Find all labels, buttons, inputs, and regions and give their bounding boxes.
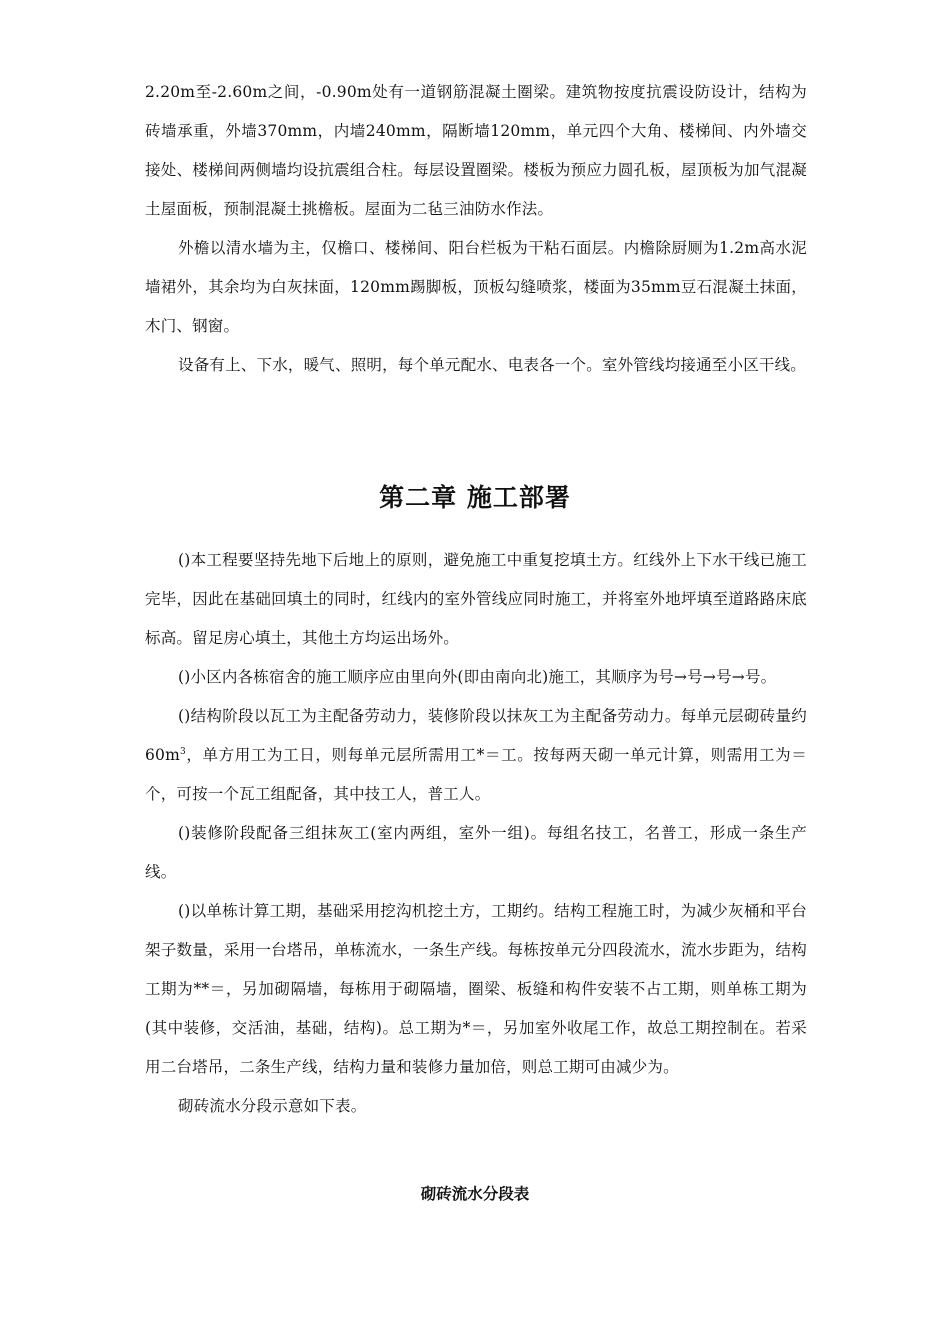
table-title: 砌砖流水分段表 <box>420 1184 530 1203</box>
deployment-paragraph-sequence: ()小区内各栋宿舍的施工顺序应由里向外(即由南向北)施工，其顺序为号→号→号→号。 <box>178 668 777 686</box>
deployment-paragraph-plastering: ()装修阶段配备三组抹灰工(室内两组，室外一组)。每组名技工，名普工，形成一条生产线。 <box>145 824 807 881</box>
deployment-paragraph-earthwork: ()本工程要坚持先地下后地上的原则，避免施工中重复挖填土方。红线外上下水干线已施工完毕，因此在基础回填土的同时，红线内的室外管线应同时施工，并将室外地坪填至道路路床底标高。留足房心填土，其他土方均运出场外。 <box>145 551 807 647</box>
intro-paragraph-finishes: 外檐以清水墙为主，仅檐口、楼梯间、阳台栏板为干粘石面层。内檐除厨厕为1.2m高水泥墙裙外，其余均为白灰抹面，120mm踢脚板，顶板勾缝喷浆，楼面为35mm豆石混凝土抹面，木门、钢窗。 <box>145 239 807 335</box>
labor-text-part-2: ，单方用工为工日，则每单元层所需用工*＝工。按每两天砌一单元计算，则需用工为＝个，可按一个瓦工组配备，其中技工人，普工人。 <box>145 746 807 803</box>
intro-section <box>145 73 807 385</box>
chapter-title: 第二章 施工部署 <box>379 483 571 512</box>
cubic-superscript: 3 <box>180 746 186 757</box>
deployment-section <box>145 541 807 1126</box>
deployment-paragraph-labor <box>145 697 807 814</box>
deployment-paragraph-schedule: ()以单栋计算工期，基础采用挖沟机挖土方，工期约。结构工程施工时，为减少灰桶和平台架子数量，采用一台塔吊，单栋流水，一条生产线。每栋按单元分四段流水，流水步距为，结构工期为**＝，另加砌隔墙，每栋用于砌隔墙，圈梁、板缝和构件安装不占工期，则单栋工期为(其中装修，交活油，基础，结构)。总工期为*＝，另加室外收尾工作，故总工期控制在。若采用二台塔吊，二条生产线，结构力量和装修力量加倍，则总工期可由减少为。 <box>145 902 807 1076</box>
intro-paragraph-equipment: 设备有上、下水，暖气、照明，每个单元配水、电表各一个。室外管线均接通至小区干线。 <box>178 356 807 374</box>
labor-text-part-1: ()结构阶段以瓦工为主配备劳动力，装修阶段以抹灰工为主配备劳动力。每单元层砌砖量约60m <box>145 707 807 764</box>
deployment-paragraph-table-intro: 砌砖流水分段示意如下表。 <box>178 1097 367 1115</box>
intro-paragraph-structure: 2.20m至-2.60m之间，-0.90m处有一道钢筋混凝土圈梁。建筑物按度抗震设防设计，结构为砖墙承重，外墙370mm，内墙240mm，隔断墙120mm，单元四个大角、楼梯间、内外墙交接处、楼梯间两侧墙均设抗震组合柱。每层设置圈梁。楼板为预应力圆孔板，屋顶板为加气混凝土屋面板，预制混凝土挑檐板。屋面为二毡三油防水作法。 <box>145 83 807 218</box>
